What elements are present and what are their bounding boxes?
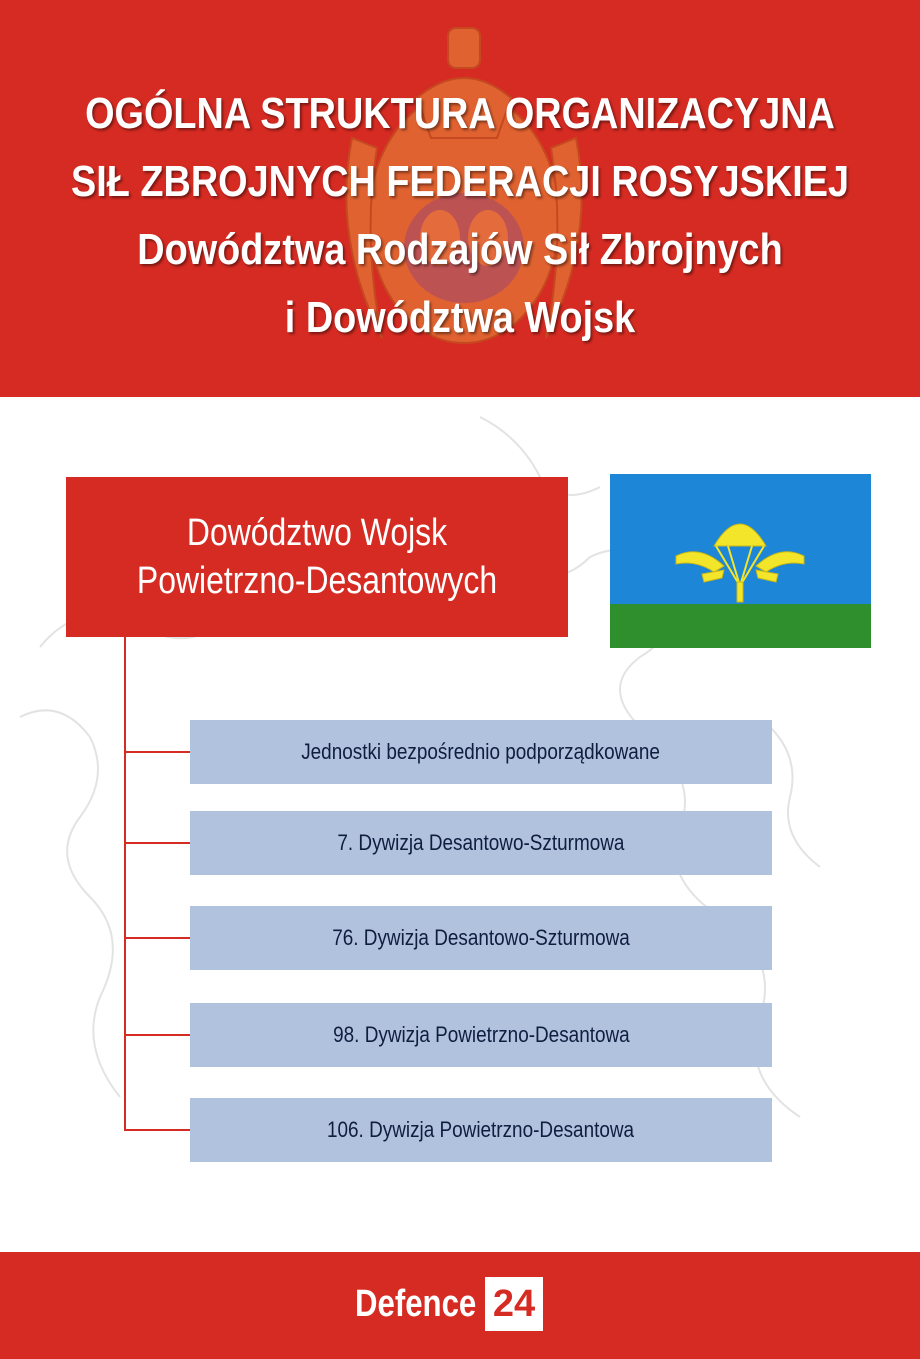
main-command-box [66,477,568,637]
header-banner [0,0,920,397]
unit-label: Jednostki bezpośrednio podporządkowane [301,739,661,764]
unit-box-106th-division [190,1098,772,1162]
main-command-line-1: Dowództwo Wojsk [186,512,448,554]
unit-label: 98. Dywizja Powietrzno-Desantowa [332,1022,630,1047]
page-title [0,80,920,352]
unit-label: 7. Dywizja Desantowo-Szturmowa [337,830,625,855]
unit-label: 76. Dywizja Desantowo-Szturmowa [332,925,630,950]
title-line-1: OGÓLNA STRUKTURA ORGANIZACYJNA [85,89,835,138]
title-line-2: SIŁ ZBROJNYCH FEDERACJI ROSYJSKIEJ [71,157,849,206]
tree-branch-line [124,1034,190,1036]
logo-number: 24 [485,1277,543,1331]
title-line-3: Dowództwa Rodzajów Sił Zbrojnych [137,225,783,274]
unit-box-7th-division [190,811,772,875]
unit-box-direct-subordinates [190,720,772,784]
unit-box-76th-division [190,906,772,970]
defence24-logo [355,1276,543,1332]
main-command-line-2: Powietrzno-Desantowych [136,560,498,602]
unit-box-98th-division [190,1003,772,1067]
tree-branch-line [124,842,190,844]
title-line-4: i Dowództwa Wojsk [284,293,636,342]
tree-branch-line [124,937,190,939]
tree-branch-line [124,751,190,753]
tree-trunk-line [124,637,126,1131]
airborne-flag-icon [610,474,871,648]
logo-text: Defence [355,1282,477,1325]
tree-branch-line [124,1129,190,1131]
unit-label: 106. Dywizja Powietrzno-Desantowa [327,1117,635,1142]
